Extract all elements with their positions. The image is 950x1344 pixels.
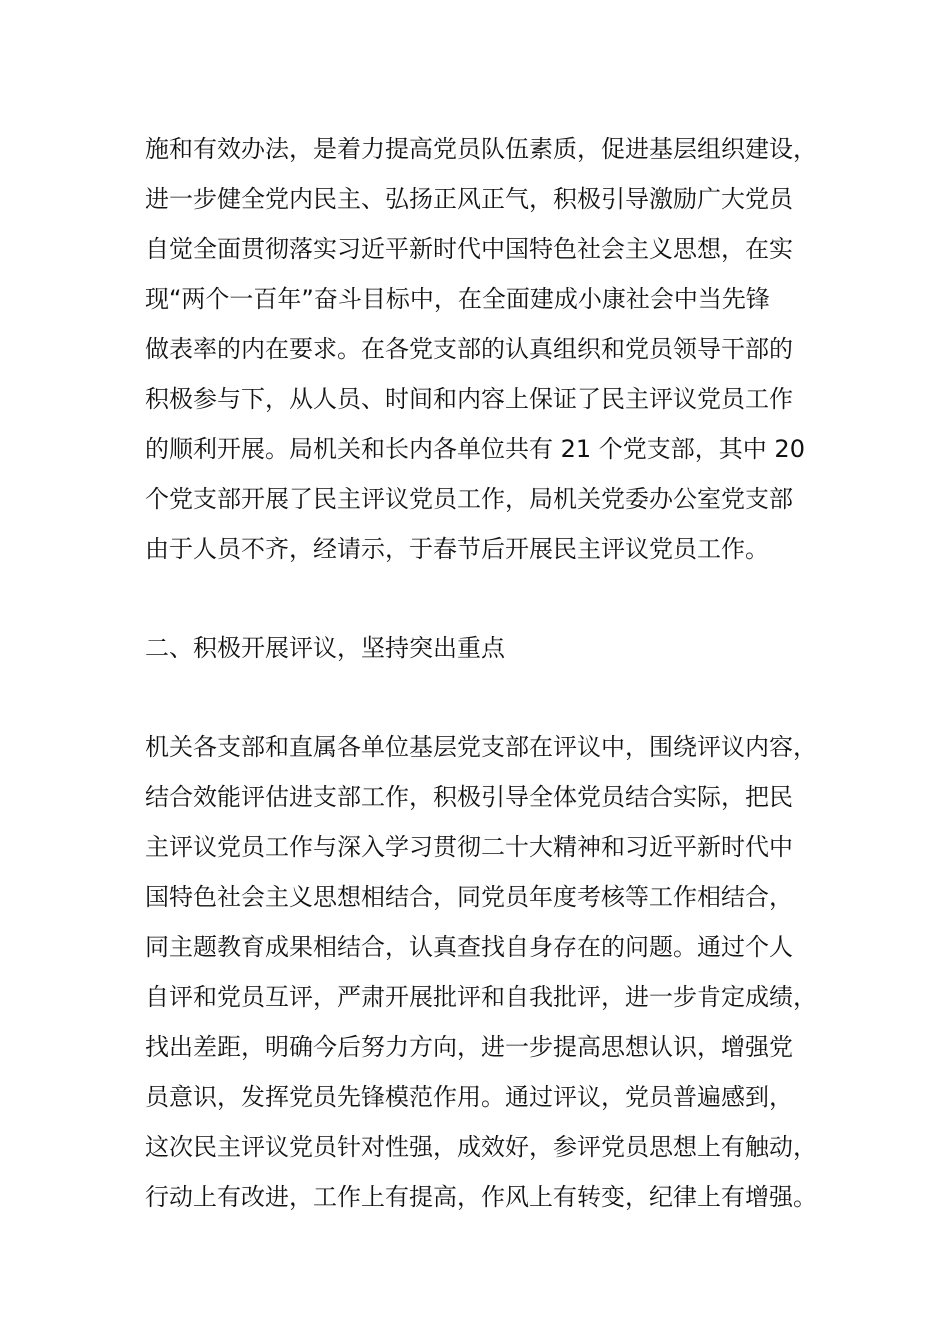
paragraph-line: 行动上有改进，工作上有提高，作风上有转变，纪律上有增强。	[145, 1183, 817, 1211]
paragraph-2	[145, 722, 825, 1222]
paragraph-line: 同主题教育成果相结合，认真查找自身存在的问题。通过个人	[145, 933, 793, 961]
paragraph-1	[145, 124, 825, 574]
paragraph-line: 自觉全面贯彻落实习近平新时代中国特色社会主义思想，在实	[145, 235, 793, 263]
paragraph-line: 个党支部开展了民主评议党员工作，局机关党委办公室党支部	[145, 485, 793, 513]
paragraph-line: 国特色社会主义思想相结合，同党员年度考核等工作相结合，	[145, 883, 793, 911]
section-heading	[145, 623, 825, 673]
paragraph-line: 这次民主评议党员针对性强，成效好，参评党员思想上有触动，	[145, 1133, 817, 1161]
paragraph-line: 的顺利开展。局机关和长内各单位共有 21 个党支部，其中 20	[145, 435, 805, 463]
paragraph-line: 自评和党员互评，严肃开展批评和自我批评，进一步肯定成绩，	[145, 983, 817, 1011]
paragraph-line: 机关各支部和直属各单位基层党支部在评议中，围绕评议内容，	[145, 733, 817, 761]
paragraph-line: 现“两个一百年”奋斗目标中，在全面建成小康社会中当先锋	[145, 285, 770, 313]
paragraph-line: 找出差距，明确今后努力方向，进一步提高思想认识，增强党	[145, 1033, 793, 1061]
paragraph-line: 进一步健全党内民主、弘扬正风正气，积极引导激励广大党员	[145, 185, 793, 213]
paragraph-line: 结合效能评估进支部工作，积极引导全体党员结合实际，把民	[145, 783, 793, 811]
paragraph-line: 由于人员不齐，经请示，于春节后开展民主评议党员工作。	[145, 535, 769, 563]
paragraph-line: 主评议党员工作与深入学习贯彻二十大精神和习近平新时代中	[145, 833, 793, 861]
section-heading-text: 二、积极开展评议，坚持突出重点	[145, 634, 505, 662]
paragraph-line: 积极参与下，从人员、时间和内容上保证了民主评议党员工作	[145, 385, 793, 413]
paragraph-line: 做表率的内在要求。在各党支部的认真组织和党员领导干部的	[145, 335, 793, 363]
paragraph-line: 员意识，发挥党员先锋模范作用。通过评议，党员普遍感到，	[145, 1083, 793, 1111]
paragraph-line: 施和有效办法，是着力提高党员队伍素质，促进基层组织建设，	[145, 135, 817, 163]
